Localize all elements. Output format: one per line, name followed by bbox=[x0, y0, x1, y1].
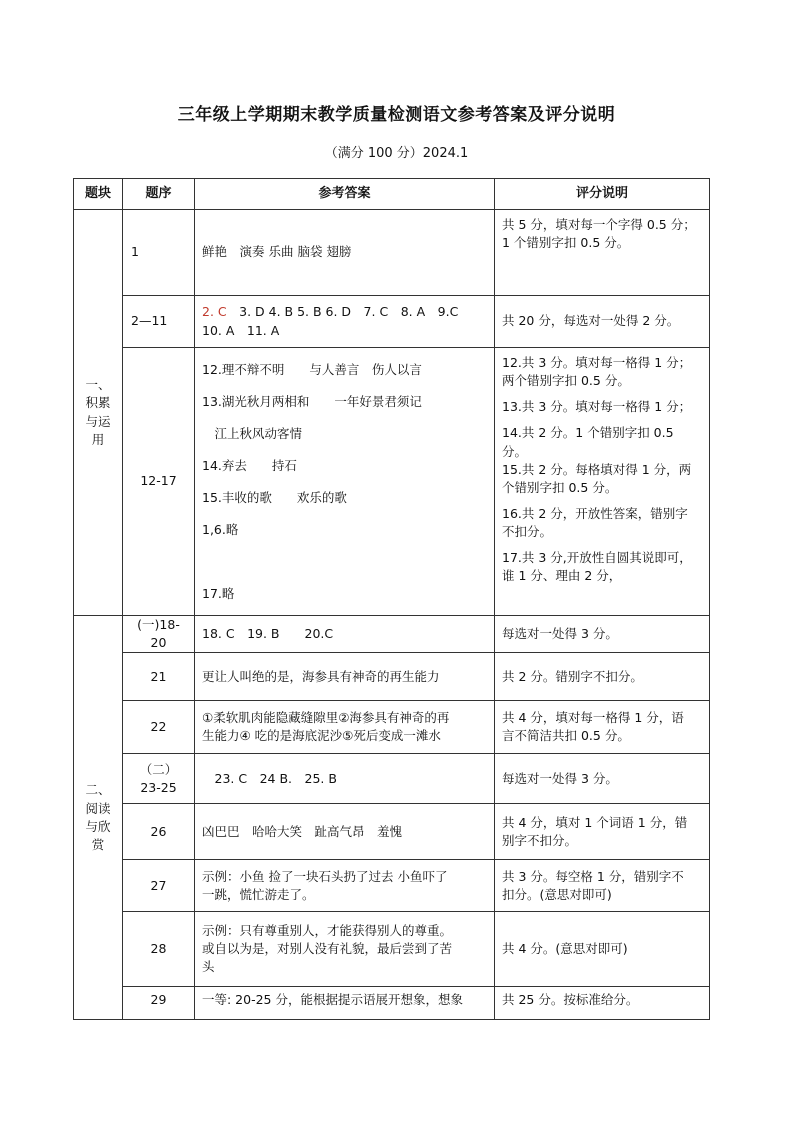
answer-table bbox=[73, 178, 710, 1020]
question-number: 29 bbox=[123, 987, 195, 1020]
answer-cell: 鲜艳 演奏 乐曲 脑袋 翅膀 bbox=[195, 210, 495, 296]
score-cell: 共 4 分，填对 1 个词语 1 分，错 别字不扣分。 bbox=[495, 804, 710, 860]
answer-cell: 一等: 20-25 分，能根据提示语展开想象，想象 bbox=[195, 987, 495, 1020]
table-row bbox=[74, 616, 710, 653]
document-title: 三年级上学期期末教学质量检测语文参考答案及评分说明 bbox=[177, 105, 616, 125]
table-row bbox=[74, 296, 710, 348]
table-row bbox=[74, 348, 710, 616]
table-row bbox=[74, 804, 710, 860]
table-row bbox=[74, 987, 710, 1020]
answer-cell: 2. C 3. D 4. B 5. B 6. D 7. C 8. A 9.C 10. A 11. A bbox=[195, 296, 495, 348]
header-answer: 参考答案 bbox=[195, 179, 495, 210]
answer-cell: 示例：只有尊重别人，才能获得别人的尊重。 或自以为是，对别人没有礼貌，最后尝到了苦 头 bbox=[195, 912, 495, 987]
table-row bbox=[74, 210, 710, 296]
question-number: 2—11 bbox=[123, 296, 195, 348]
answer-cell: 更让人叫绝的是，海参具有神奇的再生能力 bbox=[195, 653, 495, 701]
table-row bbox=[74, 860, 710, 912]
answer-cell: 示例：小鱼 捡了一块石头扔了过去 小鱼吓了 一跳，慌忙游走了。 bbox=[195, 860, 495, 912]
table-row bbox=[74, 754, 710, 804]
score-cell: 共 20 分，每选对一处得 2 分。 bbox=[495, 296, 710, 348]
question-number: 28 bbox=[123, 912, 195, 987]
score-cell: 每选对一处得 3 分。 bbox=[495, 754, 710, 804]
table-row bbox=[74, 653, 710, 701]
table-row bbox=[74, 701, 710, 754]
answer-cell: 23. C 24 B. 25. B bbox=[195, 754, 495, 804]
question-number: 22 bbox=[123, 701, 195, 754]
question-number: 1 bbox=[123, 210, 195, 296]
score-cell: 12.共 3 分。填对每一格得 1 分； 两个错别字扣 0.5 分。 13.共 3 分。填对每一格得 1 分； 14.共 2 分。1 个错别字扣 0.5 分。 15.共 2 分。每格填对得 1 分，两 个错别字扣 0.5 分。 16.共 2 分，开放性答案，错别字 不扣分。 17.共 3 分,开放性自圆其说即可， 谁 1 分、理由 2 分， bbox=[495, 348, 710, 616]
score-cell: 共 25 分。按标准给分。 bbox=[495, 987, 710, 1020]
header-block: 题块 bbox=[74, 179, 123, 210]
score-cell: 每选对一处得 3 分。 bbox=[495, 616, 710, 653]
answer-cell: 12.理不辩不明 与人善言 伤人以言 13.湖光秋月两相和 一年好景君须记 江上秋风动客情 14.弃去 持石 15.丰收的歌 欢乐的歌 1,6.略 17.略 bbox=[195, 348, 495, 616]
question-number: 12-17 bbox=[123, 348, 195, 616]
score-cell: 共 5 分，填对每一个字得 0.5 分； 1 个错别字扣 0.5 分。 bbox=[495, 210, 710, 296]
table-header-row bbox=[74, 179, 710, 210]
answer-cell: ①柔软肌肉能隐藏缝隙里②海参具有神奇的再 生能力④ 吃的是海底泥沙⑤死后变成一滩水 bbox=[195, 701, 495, 754]
section-label-2: 二、 阅读 与欣 赏 bbox=[74, 616, 123, 1020]
score-cell: 共 4 分。(意思对即可) bbox=[495, 912, 710, 987]
question-number: 27 bbox=[123, 860, 195, 912]
table-row bbox=[74, 912, 710, 987]
score-cell: 共 3 分。每空格 1 分，错别字不 扣分。(意思对即可) bbox=[495, 860, 710, 912]
score-cell: 共 2 分。错别字不扣分。 bbox=[495, 653, 710, 701]
header-scoring: 评分说明 bbox=[495, 179, 710, 210]
question-number: 21 bbox=[123, 653, 195, 701]
header-number: 题序 bbox=[123, 179, 195, 210]
question-number: 26 bbox=[123, 804, 195, 860]
document-subtitle: （满分 100 分）2024.1 bbox=[324, 146, 469, 161]
section-label-1: 一、 积累 与运 用 bbox=[74, 210, 123, 616]
question-number: (一)18-20 bbox=[123, 616, 195, 653]
score-cell: 共 4 分，填对每一格得 1 分，语 言不简洁共扣 0.5 分。 bbox=[495, 701, 710, 754]
question-number: （二） 23-25 bbox=[123, 754, 195, 804]
answer-cell: 凶巴巴 哈哈大笑 趾高气昂 羞愧 bbox=[195, 804, 495, 860]
answer-cell: 18. C 19. B 20.C bbox=[195, 616, 495, 653]
